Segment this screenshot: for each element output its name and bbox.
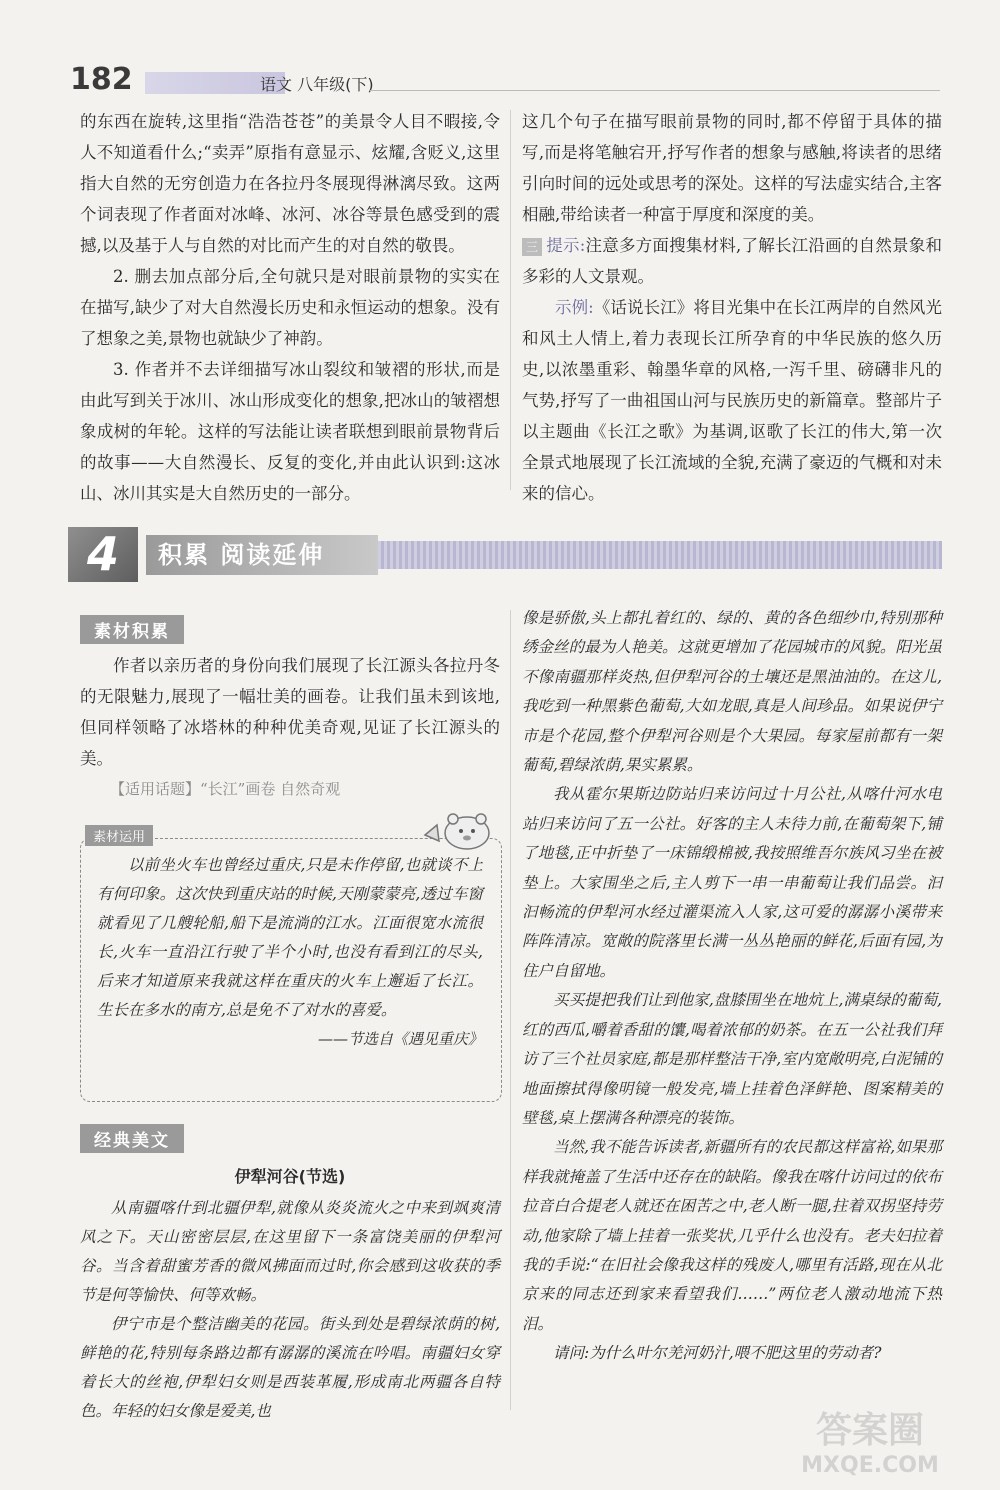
example-paragraph — [522, 292, 942, 509]
watermark-line1: 答案圈 — [815, 1410, 925, 1451]
material-section — [80, 650, 500, 805]
page-number: 182 — [70, 62, 133, 97]
article-paragraph: 买买提把我们让到他家,盘膝围坐在地炕上,满桌绿的葡萄,红的西瓜,嚼着香甜的馕,喝着浓郁的奶茶。在五一公社我们拜访了三个社员家庭,都是那样整洁干净,室内宽敞明亮,白泥铺的地面擦拭得像明镜一般发亮,墙上挂着色泽鲜艳、图案精美的壁毯,桌上摆满各种漂亮的装饰。 — [522, 991, 942, 1127]
usage-text-block — [97, 851, 483, 1054]
mascot-icon — [423, 805, 493, 853]
header-rule — [370, 90, 940, 91]
article-right-column — [522, 604, 942, 1369]
section-banner — [68, 527, 942, 582]
article-paragraph: 从南疆喀什到北疆伊犁,就像从炎炎流火之中来到飒爽清风之下。天山密密层层,在这里留下一条富饶美丽的伊犁河谷。当含着甜蜜芳香的微风拂面而过时,你会感到这收获的季节是何等愉快、何等欢畅。 — [80, 1199, 500, 1304]
answer-paragraph: 3. 作者并不去详细描写冰山裂纹和皱褶的形状,而是由此写到关于冰川、冰山形成变化的想象,把冰山的皱褶想象成树的年轮。这样的写法能让读者联想到眼前景物背后的故事——大自然漫长、反复的变化,并由此认识到:这冰山、冰川其实是大自然历史的一部分。 — [80, 360, 500, 503]
header-subject: 语文 八年级(下) — [260, 75, 374, 94]
article-title: 伊犁河谷(节选) — [234, 1167, 346, 1186]
banner-stripe — [378, 541, 942, 569]
usage-box — [80, 830, 502, 1102]
example-label: 示例: — [555, 298, 594, 317]
watermark-logo — [780, 1400, 960, 1480]
article-paragraph: 像是骄傲,头上都扎着红的、绿的、黄的各色细纱巾,特别那种绣金丝的最为人艳美。这就更增加了花园城市的风貌。阳光虽不像南疆那样炎热,但伊犁河谷的土壤还是黑油油的。在这儿,我吃到一种黑紫色葡萄,大如龙眼,真是人间珍品。如果说伊宁市是个花园,整个伊犁河谷则是个大果园。每家屋前都有一架葡萄,碧绿浓荫,果实累累。 — [522, 609, 942, 775]
reading-label: 经典美文 — [80, 1124, 184, 1153]
answer-paragraph: 这几个句子在描写眼前景物的同时,都不停留于具体的描写,而是将笔触宕开,抒写作者的想象与感触,将读者的思绪引向时间的远处或思考的深处。这样的写法虚实结合,主客相融,带给读者一种富于厚度和深度的美。 — [522, 112, 942, 224]
answer-paragraph: 的东西在旋转,这里指“浩浩苍苍”的美景令人目不暇接,令人不知道看什么;“卖弄”原指有意显示、炫耀,含贬义,这里指大自然的无穷创造力在各拉丹冬展现得淋漓尽致。这两个词表现了作者面对冰峰、冰河、冰谷等景色感受到的震撼,以及基于人与自然的对比而产生的对自然的敬畏。 — [80, 112, 500, 255]
prompt-text: 注意多方面搜集材料,了解长江沿画的自然景象和多彩的人文景观。 — [522, 236, 943, 286]
column-divider — [510, 610, 511, 1410]
answers-left-column — [80, 106, 500, 509]
prompt-paragraph — [522, 230, 942, 292]
question-tag: 三 — [522, 238, 542, 256]
material-label: 素材积累 — [80, 615, 184, 644]
prompt-label: 提示: — [546, 236, 586, 255]
answer-paragraph: 2. 删去加点部分后,全句就只是对眼前景物的实实在在描写,缺少了对大自然漫长历史和永恒运动的想象。没有了想象之美,景物也就缺少了神韵。 — [80, 267, 500, 348]
watermark-line2: MXQE.COM — [801, 1453, 939, 1478]
article-paragraph: 我从霍尔果斯边防站归来访问过十月公社,从喀什河水电站归来访问了五一公社。好客的主人未待力前,在葡萄架下,铺了地毯,正中折垫了一床锦缎棉被,我按照维吾尔族风习坐在被垫上。大家围坐之后,主人剪下一串一串葡萄让我们品尝。汩汩畅流的伊犁河水经过灌渠流入人家,这可爱的潺潺小溪带来阵阵清凉。宽敞的院落里长满一丛丛艳丽的鲜花,后面有园,为住户自留地。 — [522, 785, 942, 980]
material-text: 作者以亲历者的身份向我们展现了长江源头各拉丹冬的无限魅力,展现了一幅壮美的画卷。让我们虽未到该地,但同样领略了冰塔林的种种优美奇观,见证了长江源头的美。 — [80, 656, 500, 768]
column-divider — [510, 110, 511, 490]
usage-text: 以前坐火车也曾经过重庆,只是未作停留,也就谈不上有何印象。这次快到重庆站的时候,天刚蒙蒙亮,透过车窗就看见了几艘轮船,船下是流淌的江水。江面很宽水流很长,火车一直沿江行驶了半个小时,也没有看到江的尽头,后来才知道原来我就这样在重庆的火车上邂逅了长江。生长在多水的南方,总是免不了对水的喜爱。 — [97, 856, 483, 1019]
example-text: 《话说长江》将目光集中在长江两岸的自然风光和风土人情上,着力表现长江所孕育的中华民族的悠久历史,以浓墨重彩、翰墨华章的风格,一泻千里、磅礴非凡的气势,抒写了一曲祖国山河与民族历史的新篇章。整部片子以主题曲《长江之歌》为基调,讴歌了长江的伟大,第一次全景式地展现了长江流域的全貌,充满了豪迈的气概和对未来的信心。 — [522, 298, 943, 503]
article-question: 请问:为什么叶尔羌河奶汁,喂不肥这里的劳动者? — [553, 1344, 882, 1363]
section-title: 积累 阅读延伸 — [146, 535, 378, 575]
answers-right-column — [522, 106, 942, 509]
page-header — [70, 62, 940, 102]
usage-source: ——节选自《遇见重庆》 — [317, 1030, 483, 1048]
article-paragraph: 当然,我不能告诉读者,新疆所有的农民都这样富裕,如果那样我就掩盖了生活中还存在的缺陷。像我在喀什访问过的依布拉音白合提老人就还在困苦之中,老人断一腿,拄着双拐坚持劳动,他家除了墙上挂着一张奖状,几乎什么也没有。老夫妇拉着我的手说:“在旧社会像我这样的残废人,哪里有活路,现在从北京来的同志还到家来看望我们……”两位老人激动地流下热泪。 — [522, 1138, 942, 1333]
usage-label: 素材运用 — [85, 825, 153, 846]
section-number: 4 — [68, 527, 138, 582]
article-left-column — [80, 1194, 500, 1426]
topic-line: 【适用话题】“长江”画卷 自然奇观 — [110, 780, 341, 798]
article-paragraph: 伊宁市是个整洁幽美的花园。街头到处是碧绿浓荫的树,鲜艳的花,特别每条路边都有潺潺的溪流在吟唱。南疆妇女穿着长大的丝袍,伊犁妇女则是西装革履,形成南北两疆各自特色。年轻的妇女像是爱美,也 — [80, 1315, 500, 1420]
